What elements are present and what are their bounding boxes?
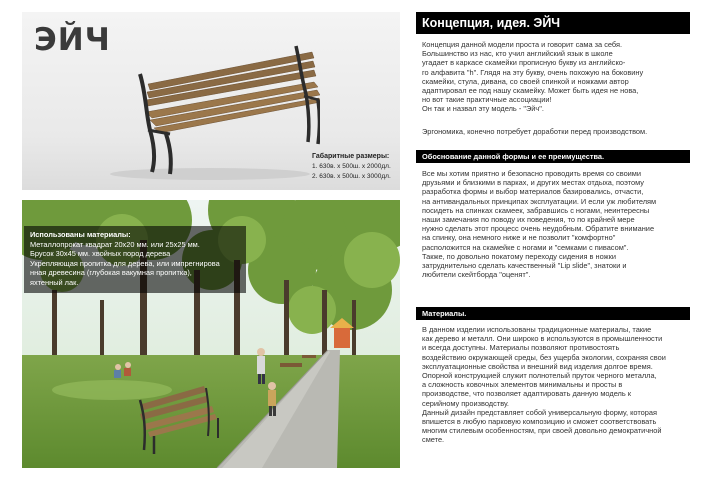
reasoning-line: расположится на скамейке с ногами и "семками с пивасом". <box>422 242 629 252</box>
reasoning-line: Также, по довольно покатому переходу сидения в ножки <box>422 251 616 261</box>
product-render-panel <box>22 12 400 190</box>
materials-line: впишется в любую парковую композицию и сможет соответствовать <box>422 417 657 427</box>
dimension-item: 1. 630в. х 500ш. х 2000дл. <box>312 163 391 170</box>
concept-line: Он так и назвал эту модель - "Эйч". <box>422 104 544 114</box>
materials-line: В данном изделии использованы традиционные материалы, такие <box>422 325 652 334</box>
reasoning-heading: Обоснование данной формы и ее преимущества. <box>416 150 690 163</box>
materials-heading: Материалы. <box>416 307 690 320</box>
materials-line: Опорной конструкцией служит полнотелый пруток черного металла, <box>422 371 657 381</box>
concept-line: Концепция данной модели проста и говорит сама за себя. <box>422 40 623 49</box>
dimensions-block <box>312 152 391 182</box>
concept-heading: Концепция, идея. ЭЙЧ <box>416 12 690 34</box>
materials-line: эксплуатационные свойства и внешний вид изделия долгое время. <box>422 361 653 371</box>
materials-line: многим стилевым особенностям, при своей довольно демократичной <box>422 426 662 436</box>
dimension-item: 2. 630в. х 500ш. х 3000дл. <box>312 173 391 180</box>
materials-line: Данный дизайн представляет собой универсальную форму, которая <box>422 407 657 417</box>
reasoning-line: друзьями и близкими в парках, и других местах отдыха, поэтому <box>422 178 644 188</box>
materials-line: производстве, что позволяет адаптировать данную модель к <box>422 389 632 399</box>
reasoning-line: на антивандальных принципах эксплуатации. И если уж любителям <box>422 196 657 206</box>
reasoning-line: Все мы хотим приятно и безопасно проводить время со своими <box>422 169 642 178</box>
concept-line: скамейки, стула, дивана, со своей спинкой и ножками автор <box>422 76 629 86</box>
product-title: ЭЙЧ <box>34 22 111 58</box>
park-scene-panel <box>22 200 400 468</box>
reasoning-line: разработка формы и выбор материалов базировались, отчасти, <box>422 187 644 197</box>
reasoning-line: затруднительно сделать качественный "Lip slide", знатоки и <box>422 261 627 271</box>
materials-overlay-line: Укрепляющая пропитка для дерева, или импрегнирова <box>30 258 220 268</box>
concept-line: Большинство из нас, кто учил английский язык в школе <box>422 49 613 59</box>
materials-line: смете. <box>422 435 445 445</box>
materials-overlay-line: Металлопрокат квадрат 20х20 мм. или 25х25 мм. <box>30 239 200 249</box>
materials-line: а сложность ковочных элементов минимальны и просты в <box>422 380 623 390</box>
materials-overlay-line: нная древесина (глубокая вакумная пропитка), <box>30 268 192 278</box>
materials-line: как дерево и металл. Они широко в используются в промышленности <box>422 334 663 344</box>
materials-line: серийному производству. <box>422 398 509 408</box>
concept-line: но вот такие практичные ассоциации! <box>422 95 552 105</box>
materials-overlay-line: Брусок 30х45 мм. хвойных пород дерева <box>30 249 171 259</box>
reasoning-line: любители скейтборда "оценят". <box>422 270 531 280</box>
reasoning-line: на спинку, она немного ниже и не позволит "комфортно" <box>422 233 616 243</box>
materials-text <box>422 325 684 445</box>
concept-line: угадает в каркасе скамейки прописную букву из английско- <box>422 58 626 68</box>
reasoning-text <box>422 169 684 279</box>
concept-line: го алфавита "h". Глядя на эту букву, очень похожую на боковину <box>422 67 644 77</box>
concept-text <box>422 40 684 114</box>
materials-overlay-heading: Использованы материалы: <box>30 230 131 239</box>
concept-line: адаптировал ее под нашу скамейку. Может быть идея не нова, <box>422 86 639 96</box>
reasoning-line: наши замечания по поводу их поведения, то по крайней мере <box>422 215 635 225</box>
materials-line: воздействию окружающей среды, без ущерба экологии, сохраняя свои <box>422 352 666 362</box>
materials-overlay <box>24 226 246 293</box>
reasoning-line: посидеть на спинках скамеек, забравшись с ногами, неинтересны <box>422 205 650 215</box>
dimensions-title: Габаритные размеры: <box>312 153 390 160</box>
materials-line: и всегда доступны. Материалы позволяют противостоять <box>422 343 620 353</box>
bench-render-image <box>100 34 320 184</box>
reasoning-line: нужно сделать этот процесс очень неудобным. Обратите внимание <box>422 224 655 234</box>
ergonomics-note: Эргономика, конечно потребует доработки перед производством. <box>422 127 648 136</box>
materials-overlay-line: яхтенный лак. <box>30 277 79 287</box>
